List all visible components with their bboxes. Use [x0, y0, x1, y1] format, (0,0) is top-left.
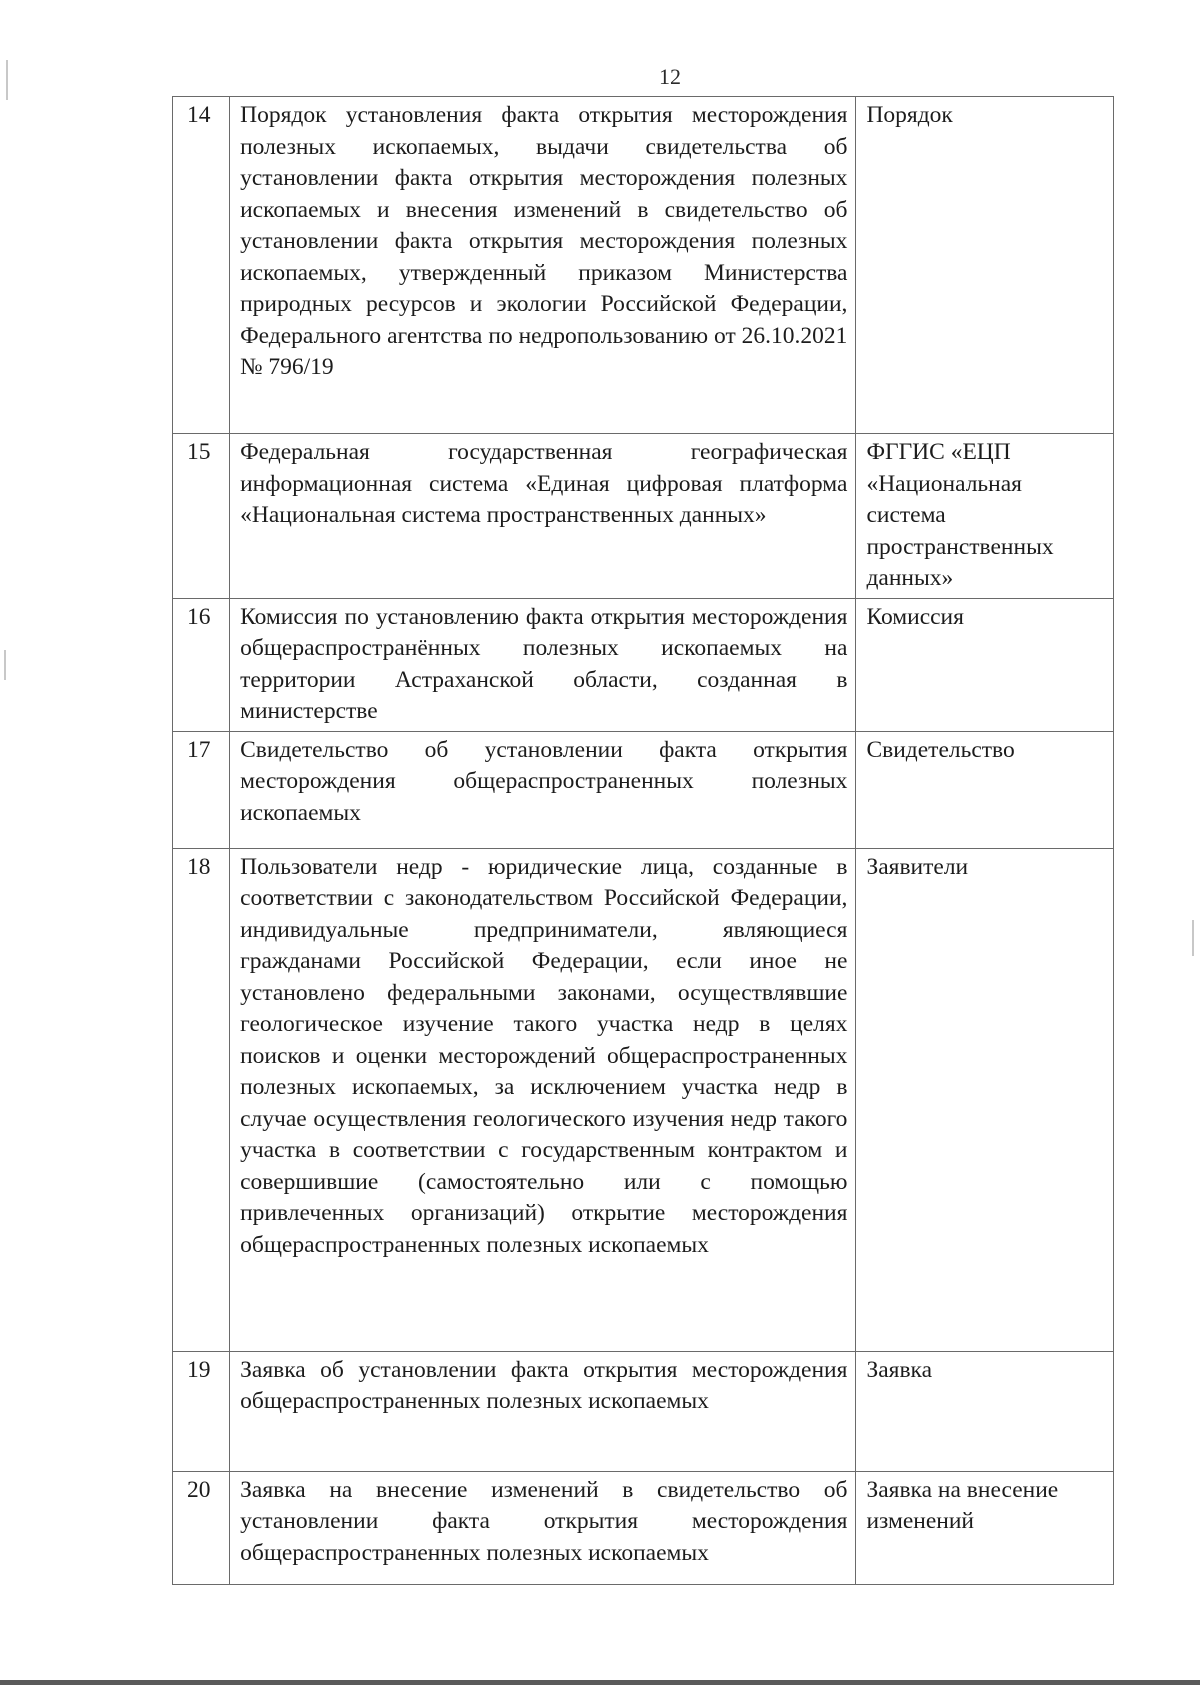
table-row: [173, 598, 1114, 731]
scan-edge-mark: [6, 60, 8, 100]
scan-edge-mark: [1192, 920, 1194, 956]
term-short-name: Комиссия: [856, 598, 1114, 731]
row-number: 18: [173, 848, 230, 1351]
term-description: Порядок установления факта открытия месторождения полезных ископаемых, выдачи свидетельства об установлении факта открытия месторождения полезных ископаемых и внесения изменений в свидетельство об установлении факта открытия месторождения полезных ископаемых, утвержденный приказом Министерства природных ресурсов и экологии Российской Федерации, Федерального агентства по недропользованию от 26.10.2021 № 796/19: [230, 97, 856, 434]
term-short-name: Порядок: [856, 97, 1114, 434]
table-row: [173, 1351, 1114, 1471]
row-number: 20: [173, 1471, 230, 1584]
table-row: [173, 1471, 1114, 1584]
row-number: 17: [173, 731, 230, 848]
term-short-name: Заявители: [856, 848, 1114, 1351]
table-row: [173, 731, 1114, 848]
term-description: Заявка об установлении факта открытия месторождения общераспространенных полезных ископаемых: [230, 1351, 856, 1471]
row-number: 16: [173, 598, 230, 731]
terms-table: [172, 96, 1114, 1585]
scan-edge-mark: [4, 650, 6, 680]
term-short-name: Свидетельство: [856, 731, 1114, 848]
term-description: Заявка на внесение изменений в свидетельство об установлении факта открытия месторождения общераспространенных полезных ископаемых: [230, 1471, 856, 1584]
row-number: 19: [173, 1351, 230, 1471]
table-row: [173, 848, 1114, 1351]
term-short-name: ФГГИС «ЕЦП «Национальная система пространственных данных»: [856, 434, 1114, 599]
page-number: 12: [659, 64, 681, 89]
scan-bottom-edge: [0, 1680, 1200, 1685]
table-row: [173, 97, 1114, 434]
term-short-name: Заявка: [856, 1351, 1114, 1471]
row-number: 15: [173, 434, 230, 599]
term-description: Федеральная государственная географическая информационная система «Единая цифровая платформа «Национальная система пространственных данных»: [230, 434, 856, 599]
table-row: [173, 434, 1114, 599]
term-description: Пользователи недр - юридические лица, созданные в соответствии с законодательством Российской Федерации, индивидуальные предприниматели, являющиеся гражданами Российской Федерации, если иное не установлено федеральными законами, осуществлявшие геологическое изучение такого участка недр в целях поисков и оценки месторождений общераспространенных полезных ископаемых, за исключением участка недр в случае осуществления геологического изучения недр такого участка в соответствии с государственным контрактом и совершившие (самостоятельно или с помощью привлеченных организаций) открытие месторождения общераспространенных полезных ископаемых: [230, 848, 856, 1351]
term-short-name: Заявка на внесение изменений: [856, 1471, 1114, 1584]
term-description: Комиссия по установлению факта открытия месторождения общераспространённых полезных ископаемых на территории Астраханской области, созданная в министерстве: [230, 598, 856, 731]
row-number: 14: [173, 97, 230, 434]
term-description: Свидетельство об установлении факта открытия месторождения общераспространенных полезных ископаемых: [230, 731, 856, 848]
